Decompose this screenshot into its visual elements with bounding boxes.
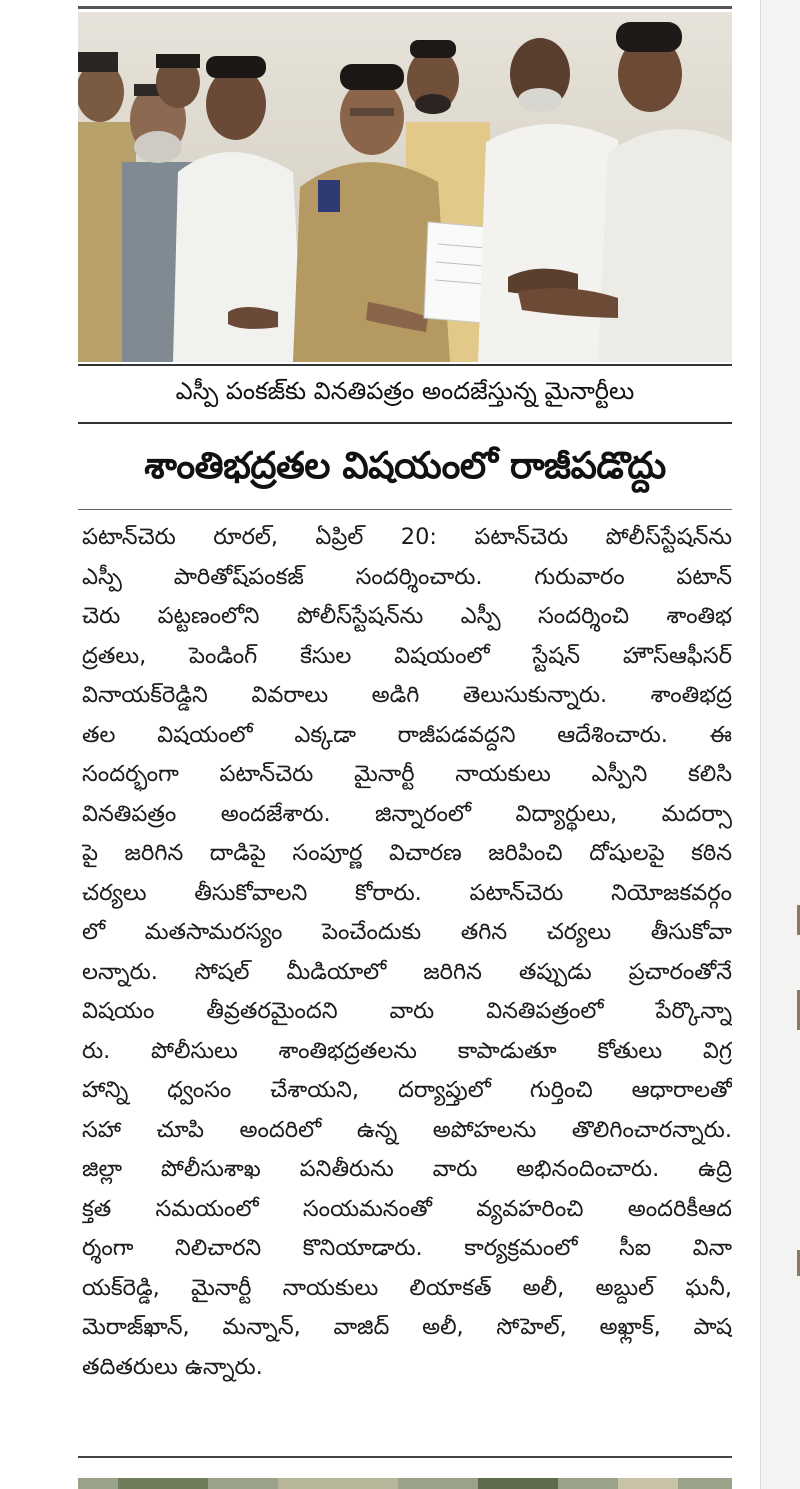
photo-caption: ఎస్పీ పంకజ్‌కు వినతిపత్రం అందజేస్తున్న మైనార్టీలు — [175, 377, 635, 405]
headline-rule — [78, 509, 732, 510]
article-headline: శాంతిభద్రతల విషయంలో రాజీపడొద్దు — [144, 444, 666, 487]
article-body — [82, 518, 732, 1387]
body-line: పై జరిగిన దాడిపై సంపూర్ణ విచారణ జరిపించి దోషులపై కఠిన — [82, 840, 732, 866]
top-rule — [78, 6, 732, 9]
photo-illustration — [78, 12, 732, 362]
body-line: వినాయక్‌రెడ్డిని వివరాలు అడిగి తెలుసుకున్నారు. శాంతిభద్ర — [82, 682, 732, 708]
body-line: విషయం తీవ్రతరమైందని వారు వినతిపత్రంలో పేర్కొన్నా — [82, 998, 732, 1024]
body-line-last: తదితరులు ఉన్నారు. — [82, 1353, 263, 1380]
body-line: యక్‌రెడ్డి, మైనార్టీ నాయకులు లియాకత్‌ అలీ, అబ్దుల్‌ ఘనీ, — [82, 1274, 732, 1301]
body-line: లన్నారు. సోషల్‌ మీడియాలో జరిగిన తప్పుడు ప్రచారంతోనే — [82, 958, 732, 985]
body-line: వినతిపత్రం అందజేశారు. జిన్నారంలో విద్యార్థులు, మదర్సా — [82, 800, 732, 827]
body-line: చెరు పట్టణంలోని పోలీస్‌స్టేషన్‌ను ఎస్పీ సందర్శించి శాంతిభ — [82, 603, 732, 629]
body-line: రు. పోలీసులు శాంతిభద్రతలను కాపాడుతూ కోతులు విగ్ర — [82, 1037, 732, 1064]
body-line: పటాన్‌చెరు రూరల్‌, ఏప్రిల్‌ 20: పటాన్‌చెరు పోలీస్‌స్టేషన్‌ను — [82, 524, 732, 550]
body-line: ద్రతలు, పెండింగ్‌ కేసుల విషయంలో స్టేషన్‌ హౌస్‌ఆఫీసర్‌ — [82, 642, 732, 669]
news-photo — [78, 12, 732, 362]
body-line: క్తత సమయంలో సంయమనంతో వ్యవహరించి అందరికీఆద — [82, 1195, 732, 1222]
body-line: ఎస్పీ పారితోష్‌పంకజ్‌ సందర్శించారు. గురువారం పటాన్‌ — [82, 563, 732, 590]
body-line: మెరాజ్‌ఖాన్‌, మన్నాన్‌, వాజిద్‌ అలీ, సోహెల్‌, అఖ్లాక్‌, పాష — [82, 1314, 732, 1340]
body-line: సందర్భంగా పటాన్‌చెరు మైనార్టీ నాయకులు ఎస్పీని కలిసి — [82, 761, 732, 787]
adjacent-page-edge — [760, 0, 800, 1489]
bottom-rule — [78, 1456, 732, 1458]
body-line: జిల్లా పోలీసుశాఖ పనితీరును వారు అభినందించారు. ఉద్రి — [82, 1156, 732, 1182]
body-line: హాన్ని ధ్వంసం చేశాయని, దర్యాప్తులో గుర్తించి ఆధారాలతో — [82, 1077, 732, 1103]
body-line: చర్యలు తీసుకోవాలని కోరారు. పటాన్‌చెరు నియోజకవర్గం — [82, 879, 732, 906]
body-line: తల విషయంలో ఎక్కడా రాజీపడవద్దని ఆదేశించారు. ఈ — [82, 721, 732, 748]
caption-rule-top — [78, 364, 732, 366]
body-line: ర్శంగా నిలిచారని కొనియాడారు. కార్యక్రమంలో సీఐ వినా — [82, 1235, 732, 1261]
body-line: లో మతసామరస్యం పెంచేందుకు తగిన చర్యలు తీసుకోవా — [82, 919, 732, 945]
next-article-photo-strip — [78, 1476, 732, 1489]
body-line: సహా చూపి అందరిలో ఉన్న అపోహలను తొలిగించారన్నారు. — [82, 1116, 732, 1143]
caption-rule-bottom — [78, 422, 732, 424]
person-background-man — [156, 54, 200, 108]
